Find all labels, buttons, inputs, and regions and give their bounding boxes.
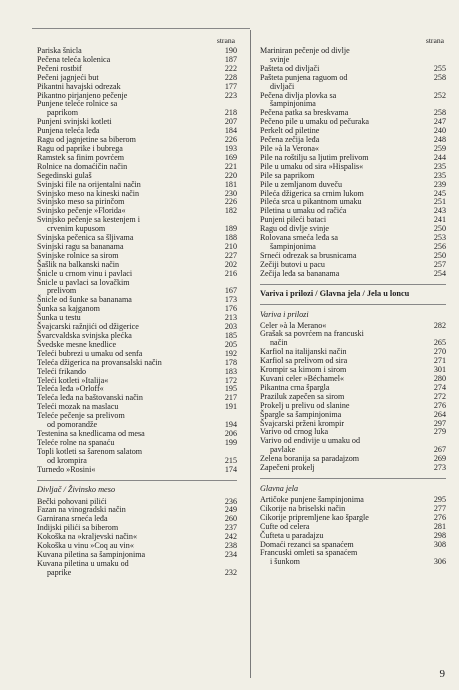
entry-name: Pileća srca u pikantnom umaku [260,197,362,207]
entry-name: od pomorandže [47,420,98,430]
entry-name: Bečki pohovani pilići [37,496,107,506]
entry-page: 248 [433,135,446,145]
entry-name: Svinjski file na orijentalni način [37,179,141,189]
variva-rows [260,322,446,473]
entry-name: Artičoke punjene šampinjonima [260,494,364,504]
entry-name: Špargle sa šampinjonima [260,409,342,419]
entry-page: 174 [224,464,237,474]
entry-name: Indijski pilići sa biberom [37,523,119,533]
entry-page: 183 [224,366,237,376]
entry-name: Zečija leđa sa bananama [260,268,340,278]
entry-name: Fazan na vinogradski način [37,505,126,515]
entry-name: Pile sa paprikom [260,170,315,180]
entry-name: od krompira [47,455,87,465]
entry-name: crvenim kupusom [47,224,106,234]
entry-name: Pečena teleća kolenica [37,54,111,64]
entry-name: Svinjski ragu sa bananama [37,241,124,251]
entry-name: Pečeno pile u umaku od pečuraka [260,117,370,127]
entry-name: Krompir sa kimom i sirom [260,365,347,375]
entry-name: Svinjsko pečenje sa kestenjem i [37,215,140,225]
entry-page: 264 [433,409,446,419]
entry-name: Pikantni havajski odrezak [37,81,121,91]
entry-name: Kuvana piletina u umaku od [37,558,129,568]
entry-name: Šašlik na balkanski način [37,259,120,269]
entry-page: 280 [433,374,446,383]
entry-page: 241 [433,215,446,225]
entry-name: Svinjska pečenica sa šljivama [37,233,134,243]
entry-name: Mariniran pečenje od divlje [260,46,350,55]
entry-page: 255 [433,63,446,73]
entry-name: Pečena divlja plovka sa [260,90,337,100]
entry-page: 226 [224,135,237,145]
glavna-rows [260,496,446,567]
entry-name: Teleća leđa »Orloff« [37,384,104,394]
entry-page: 250 [433,224,446,234]
entry-name: Praziluk zapečen sa sirom [260,391,345,401]
entry-name: Pile »à la Verona« [260,143,319,153]
entry-page: 223 [224,90,237,100]
entry-name: Svinjsko pečenje »Florida« [37,206,126,216]
entry-page: 226 [224,197,237,207]
entry-name: šampinjonima [270,241,316,251]
entry-name: Kuvani celer »Béchamel« [260,374,345,383]
entry-name: Teleći bubrezi u umaku od senfa [37,348,143,358]
entry-page: 172 [224,375,237,385]
entry-name: Garnirana srneća leđa [37,514,108,524]
subhead-glavna: Glavna jela [260,483,298,493]
entry-name: Ragu od jagnjetine sa biberom [37,135,136,145]
entry-page: 250 [433,250,446,260]
entry-name: Teleća džigerica na provansalski način [37,357,162,367]
entry-page: 243 [433,206,446,216]
entry-name: i šunkom [270,557,300,567]
entry-name: Svinjsko meso na kineski način [37,188,140,198]
entry-page: 202 [224,259,237,269]
entry-page: 295 [433,494,446,504]
entry-page: 259 [433,143,446,153]
entry-page: 221 [224,161,237,171]
entry-page: 206 [224,428,237,438]
page-number: 9 [439,668,445,680]
entry-page: 298 [433,530,446,540]
entry-name: Švarcvaldska svinjska plećka [37,331,132,340]
entry-name: Topli kotleti sa šarenom salatom [37,446,143,456]
entry-name: pavlake [270,445,296,455]
entry-name: Pikantna crna špargla [260,382,330,392]
entry-page: 195 [224,384,237,394]
entry-page: 181 [224,179,237,189]
entry-name: Rolovana srneća leđa sa [260,233,338,243]
entry-page: 238 [224,541,237,551]
entry-name: Prokelj u prelivu od slanine [260,400,350,410]
entry-name: Karfiol na italijanski način [260,347,347,357]
entry-page: 235 [433,170,446,180]
right-column [260,36,446,567]
left-header: strana [216,36,235,45]
entry-name: Grašak sa povrćem na francuski [260,329,364,339]
entry-page: 232 [224,567,237,577]
entry-page: 247 [433,117,446,127]
entry-page: 269 [433,454,446,464]
entry-name: Varivo od crnog luka [260,427,329,437]
entry-page: 279 [433,427,446,437]
entry-page: 240 [433,126,446,136]
entry-name: paprikom [47,108,79,118]
entry-name: divljači [270,81,295,91]
entry-name: Šunka sa kajganom [37,304,100,314]
left-section-rule [37,480,237,481]
entry-page: 265 [433,338,446,348]
entry-name: Šnicle u crnom vinu i pavlaci [37,268,133,278]
entry-page: 213 [224,313,237,323]
entry-page: 227 [224,250,237,260]
entry-page: 230 [224,188,237,198]
entry-page: 267 [433,445,446,455]
entry-name: Karfiol sa prelivom od sira [260,356,348,366]
entry-name: Zečiji butovi u pacu [260,259,325,269]
entry-page: 260 [224,514,237,524]
entry-name: svinje [270,54,290,64]
entry-page: 188 [224,233,237,243]
entry-name: Svinjske rolnice sa sirom [37,250,119,260]
entry-page: 272 [433,391,446,401]
entry-page: 251 [433,197,446,207]
entry-page: 242 [224,532,237,542]
right-header: strana [425,36,444,45]
entry-name: Pečeni rostbif [37,63,82,73]
entry-name: Domaći rezanci sa spanaćem [260,539,354,549]
entry-page: 167 [224,286,237,296]
entry-name: Segedinski gulaš [37,170,92,180]
entry-name: Kuvana piletina sa šampinjonima [37,549,146,559]
right-section-rule-3 [260,478,446,479]
entry-name: prelivom [47,286,77,296]
right-section-rule [260,284,446,285]
entry-name: Pikantno pirjanjeno pečenje [37,90,128,100]
entry-page: 254 [433,268,446,278]
entry-page: 237 [224,523,237,533]
entry-name: Pariska šnicla [37,46,82,55]
entry-page: 222 [224,63,237,73]
entry-page: 244 [433,152,446,162]
entry-name: Ragu od paprike i bubrega [37,143,123,153]
entry-name: Varivo od endivije u umaku od [260,436,361,446]
entry-page: 210 [224,241,237,251]
entry-page: 215 [224,455,237,465]
entry-name: Perkelt od piletine [260,126,320,136]
index-entry [260,330,446,339]
right-rows [260,47,446,279]
entry-name: paprike [47,567,72,577]
left-section-rows [37,498,237,578]
entry-page: 191 [224,402,237,412]
entry-name: Francuski omleti sa spanaćem [260,548,358,558]
entry-name: Cikorije pripremljene kao špargle [260,512,369,522]
entry-page: 273 [433,463,446,473]
entry-page: 308 [433,539,446,549]
right-section-rule-2 [260,304,446,305]
entry-page: 203 [224,322,237,332]
entry-name: Pile na roštilju sa ljutim prelivom [260,152,369,162]
entry-name: Teleći mozak na maslacu [37,402,119,412]
entry-page: 176 [224,304,237,314]
top-rule [32,28,250,29]
entry-name: Celer »à la Merano« [260,320,327,330]
entry-page: 178 [224,357,237,367]
entry-page: 182 [224,206,237,216]
entry-page: 282 [433,320,446,330]
entry-page: 256 [433,241,446,251]
index-entry [260,270,446,279]
entry-name: Cufte od celera [260,521,310,531]
entry-name: Srneći odrezak sa brusnicama [260,250,357,260]
entry-name: Zapečeni prokelj [260,463,315,473]
entry-name: Pečena zečija leđa [260,135,320,145]
entry-page: 235 [433,161,446,171]
entry-page: 276 [433,400,446,410]
entry-page: 194 [224,420,237,430]
entry-page: 207 [224,117,237,127]
entry-page: 218 [224,108,237,118]
entry-name: Teleći kotleti »Italija« [37,375,109,385]
entry-page: 220 [224,170,237,180]
entry-page: 216 [224,268,237,278]
entry-page: 297 [433,418,446,428]
entry-name: Švedske mesne knedlice [37,339,117,349]
index-entry [260,558,446,567]
entry-name: Teleće pečenje sa prelivom [37,411,125,421]
entry-name: Čufteta u paradajzu [260,530,324,540]
entry-page: 189 [224,224,237,234]
entry-name: Pile u zemljanom duveču [260,179,343,189]
entry-page: 177 [224,81,237,91]
left-section-title: Divljač / Živinsko meso [37,484,116,494]
entry-page: 169 [224,152,237,162]
entry-name: način [270,338,288,348]
entry-name: Turnedo »Rosini« [37,464,96,474]
entry-page: 249 [224,505,237,515]
entry-name: Punjeni svinjski kotleti [37,117,112,127]
entry-name: Rolnice na domaćičin način [37,161,128,171]
entry-name: Teleće rolne na spanaću [37,437,115,447]
entry-page: 193 [224,143,237,153]
entry-name: Kokoška u vinu »Coq au vin« [37,541,134,551]
entry-page: 257 [433,259,446,269]
entry-page: 187 [224,54,237,64]
entry-name: Ramstek sa finim povrćem [37,152,124,162]
entry-page: 185 [224,331,237,340]
subhead-variva: Variva i prilozi [260,309,309,319]
entry-name: Pileća džigerica sa crnim lukom [260,188,364,198]
index-entry [37,466,237,475]
entry-page: 234 [224,549,237,559]
entry-name: Punjene teleće rolnice sa [37,99,118,109]
entry-page: 253 [433,233,446,243]
entry-page: 245 [433,188,446,198]
entry-name: Švajcarski ražnjići od džigerice [37,322,139,332]
right-section-title: Variva i prilozi / Glavna jela / Jela u loncu [260,288,410,298]
entry-name: Teleći frikando [37,366,87,376]
left-column [37,36,237,578]
entry-name: šampinjonima [270,99,316,109]
entry-page: 306 [433,557,446,567]
entry-page: 270 [433,347,446,357]
entry-page: 239 [433,179,446,189]
entry-name: Pile u umaku od sira »Hispalis« [260,161,364,171]
entry-name: Pašteta punjena raguom od [260,72,348,82]
entry-name: Cikorije na briselski način [260,503,346,513]
column-divider [250,30,251,678]
entry-page: 184 [224,126,237,136]
index-entry [37,569,237,578]
entry-page: 258 [433,108,446,118]
entry-name: Piletina u umaku od račića [260,206,347,216]
entry-page: 258 [433,72,446,82]
entry-name: Zelena boranija sa paradajzom [260,454,360,464]
entry-page: 228 [224,72,237,82]
entry-page: 252 [433,90,446,100]
entry-page: 271 [433,356,446,366]
entry-name: Kokoška na »kraljevski način« [37,532,138,542]
entry-page: 199 [224,437,237,447]
entry-page: 205 [224,339,237,349]
entry-page: 173 [224,295,237,305]
entry-name: Švajcarski prženi krompir [260,418,345,428]
entry-name: Punjeni pileći bataci [260,215,327,225]
entry-name: Pečena patka sa breskvama [260,108,349,118]
entry-name: Šnicle od šunke sa bananama [37,295,132,305]
entry-name: Šnicle u pavlaci sa lovačkim [37,277,130,287]
entry-name: Pašteta od divljači [260,63,320,73]
entry-name: Punjena teleća leđa [37,126,100,136]
entry-page: 281 [433,521,446,531]
index-entry [260,464,446,473]
entry-name: Svinjsko meso sa pirinčom [37,197,125,207]
entry-page: 301 [433,365,446,375]
entry-name: Testenina sa knedlicama od mesa [37,428,145,438]
entry-name: Ragu od divlje svinje [260,224,330,234]
left-rows [37,47,237,475]
entry-page: 277 [433,503,446,513]
entry-page: 192 [224,348,237,358]
entry-page: 274 [433,382,446,392]
entry-page: 276 [433,512,446,522]
entry-page: 217 [224,393,237,403]
entry-name: Šunka u testu [37,313,81,323]
entry-name: Teleća leđa na baštovanski način [37,393,143,403]
entry-name: Pečeni jagnjeći but [37,72,99,82]
entry-page: 236 [224,496,237,506]
entry-page: 190 [224,46,237,55]
